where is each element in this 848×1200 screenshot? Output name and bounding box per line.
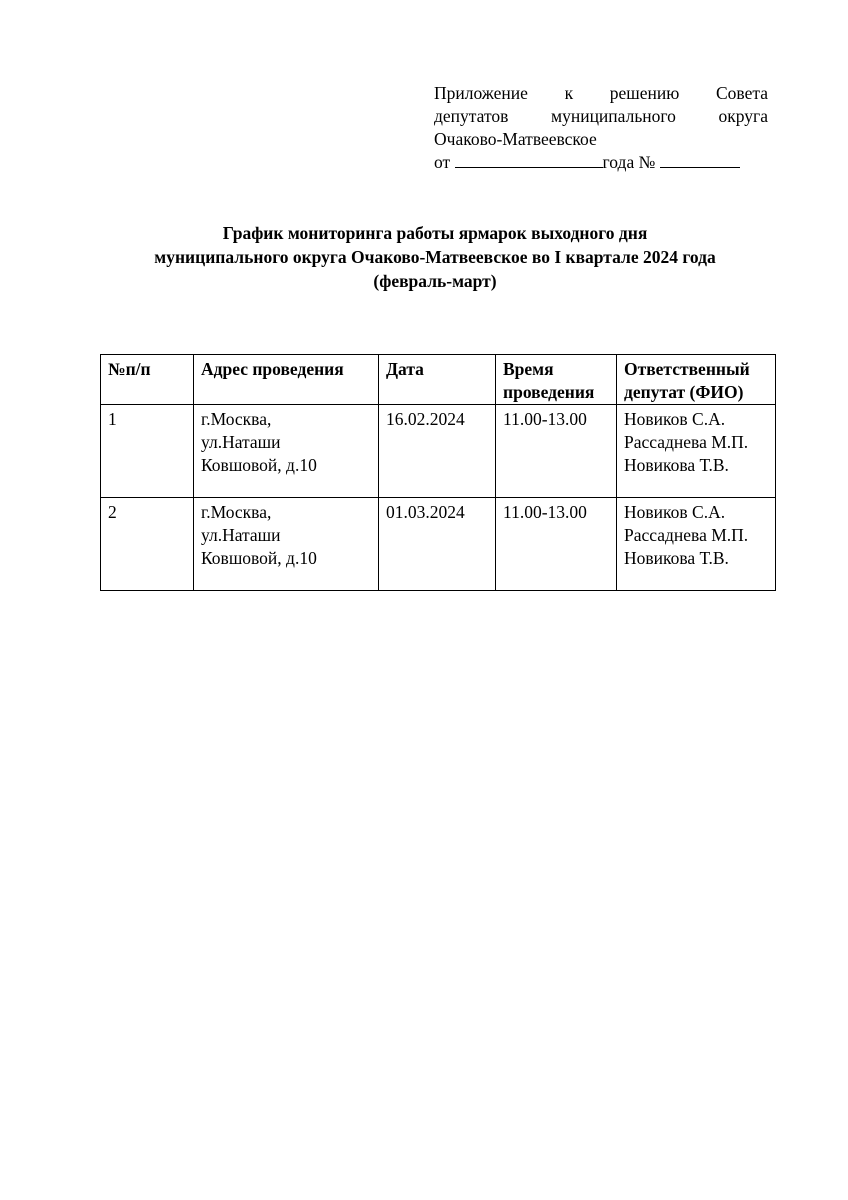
header-address: Адрес проведения <box>194 355 379 405</box>
row-address <box>194 498 379 591</box>
address-line: Ковшовой, д.10 <box>201 548 317 568</box>
deputy-name: Новиков С.А. <box>624 502 726 522</box>
deputy-name: Рассаднева М.П. <box>624 525 749 545</box>
address-line: г.Москва, <box>201 409 272 429</box>
address-line: ул.Наташи <box>201 525 281 545</box>
title-line-3: (февраль-март) <box>373 271 497 291</box>
row-num: 2 <box>101 498 194 591</box>
header-time-line-1: Время <box>503 359 554 379</box>
row-address <box>194 405 379 498</box>
row-time: 11.00-13.00 <box>496 498 617 591</box>
deputy-name: Новикова Т.В. <box>624 455 729 475</box>
title-line-2: муниципального округа Очаково-Матвеевское во I квартале 2024 года <box>154 247 716 267</box>
appendix-line-1: Приложение к решению Совета <box>434 83 768 103</box>
appendix-line-3: Очаково-Матвеевское <box>434 129 597 149</box>
header-time <box>496 355 617 405</box>
header-deputy-line-1: Ответственный <box>624 359 750 379</box>
header-num: №п/п <box>101 355 194 405</box>
date-blank-field <box>455 152 603 168</box>
number-blank-field <box>660 152 740 168</box>
header-date: Дата <box>379 355 496 405</box>
header-deputy <box>617 355 776 405</box>
appendix-year-label: года № <box>602 152 656 172</box>
appendix-date-line <box>434 151 768 174</box>
document-title <box>40 221 830 293</box>
appendix-block <box>434 82 768 174</box>
header-time-line-2: проведения <box>503 382 595 402</box>
row-num: 1 <box>101 405 194 498</box>
appendix-line-2: депутатов муниципального округа <box>434 106 768 126</box>
address-line: г.Москва, <box>201 502 272 522</box>
schedule-table <box>100 354 776 591</box>
table-header-row <box>101 355 776 405</box>
deputy-name: Рассаднева М.П. <box>624 432 749 452</box>
header-deputy-line-2: депутат (ФИО) <box>624 382 744 402</box>
title-line-1: График мониторинга работы ярмарок выходного дня <box>222 223 648 243</box>
table-row <box>101 498 776 591</box>
row-date: 16.02.2024 <box>379 405 496 498</box>
deputy-name: Новикова Т.В. <box>624 548 729 568</box>
row-date: 01.03.2024 <box>379 498 496 591</box>
address-line: ул.Наташи <box>201 432 281 452</box>
row-deputies <box>617 498 776 591</box>
address-line: Ковшовой, д.10 <box>201 455 317 475</box>
appendix-from-label: от <box>434 152 451 172</box>
row-time: 11.00-13.00 <box>496 405 617 498</box>
table-row <box>101 405 776 498</box>
row-deputies <box>617 405 776 498</box>
deputy-name: Новиков С.А. <box>624 409 726 429</box>
